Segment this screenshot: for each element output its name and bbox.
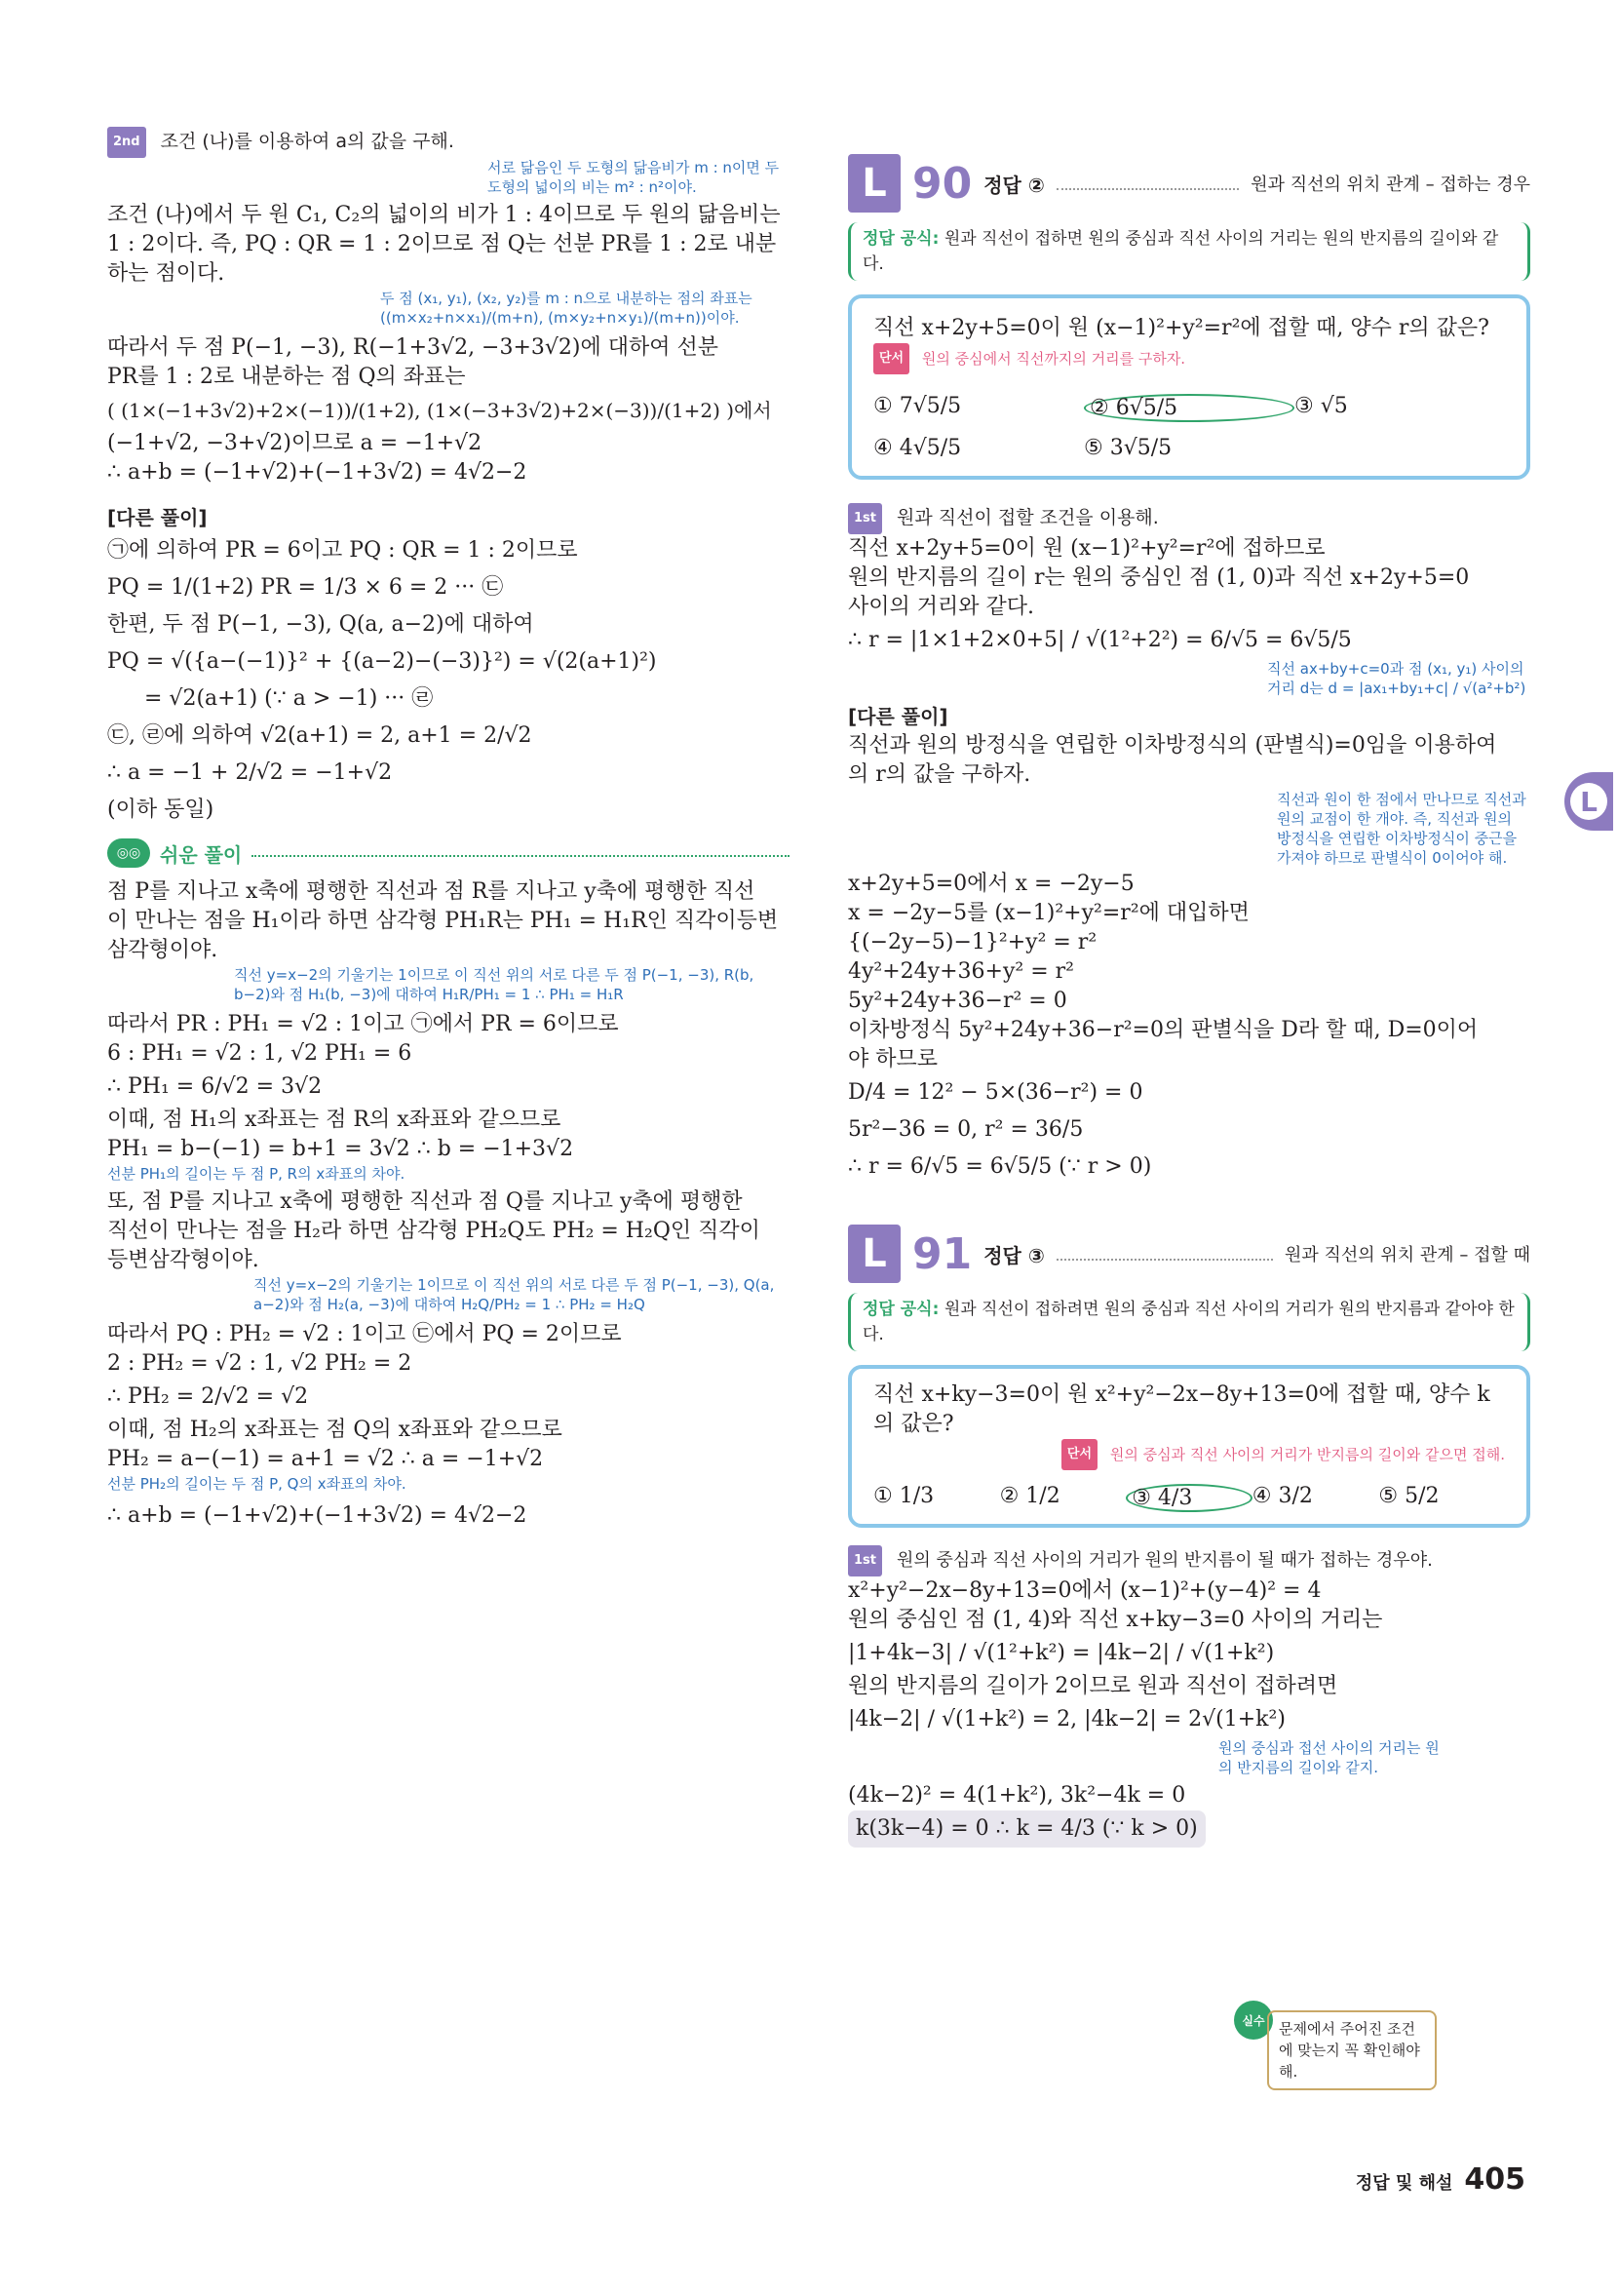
easy-line: 이때, 점 H₂의 x좌표는 점 Q의 x좌표와 같으므로: [107, 1418, 562, 1442]
step2-heading: [107, 127, 790, 158]
glasses-icon: ◎◎: [107, 838, 150, 868]
easy-line: 이 만나는 점을 H₁이라 하면 삼각형 PH₁R는 PH₁ = H₁R인 직각이등변: [107, 909, 779, 933]
alt-line: 직선과 원의 방정식을 연립한 이차방정식의 (판별식)=0임을 이용하여: [848, 733, 1497, 758]
easy-line: ∴ PH₂ = 2/√2 = √2: [107, 1384, 309, 1409]
choice-4[interactable]: ④ 3/2: [1252, 1484, 1313, 1508]
alt-line: 한편, 두 점 P(−1, −3), Q(a, a−2)에 대하여: [107, 612, 534, 637]
section-side-tab: [1564, 772, 1613, 831]
side-tab-letter: L: [1570, 783, 1607, 820]
solution-line: 원의 반지름의 길이가 2이므로 원과 직선이 접하려면: [848, 1674, 1338, 1698]
hint: [873, 1439, 1505, 1470]
solution-line: 1 : 2이다. 즉, PQ : QR = 1 : 2이므로 점 Q는 선분 PR를 1 : 2로 내분: [107, 232, 777, 256]
problem-letter-badge: L: [848, 1225, 901, 1283]
solution-line: 사이의 거리와 같다.: [848, 595, 1034, 619]
similarity-note: 서로 닮음인 두 도형의 닮음비가 m : n이면 두 도형의 넓이의 비는 m² : n²이야.: [487, 159, 780, 196]
alt-line: {(−2y−5)−1}²+y² = r²: [848, 930, 1098, 954]
easy-line: ∴ PH₁ = 6/√2 = 3√2: [107, 1074, 323, 1099]
slope-note-2: 직선 y=x−2의 기울기는 1이므로 이 직선 위의 서로 다른 두 점 P(−1, −3), Q(a, a−2)와 점 H₂(a, −3)에 대하여 H₂Q/PH₂ = 1 ∴ PH₂ = H₂Q: [253, 1276, 775, 1313]
footer-label: 정답 및 해설: [1355, 2173, 1453, 2194]
problem-topic: 원과 직선의 위치 관계 – 접하는 경우: [1251, 175, 1530, 195]
alt-line: 5r²−36 = 0, r² = 36/5: [848, 1117, 1084, 1142]
internal-division-note: 두 점 (x₁, y₁), (x₂, y₂)를 m : n으로 내분하는 점의 좌표는 ((m×x₂+n×x₁)/(m+n), (m×y₂+n×y₁)/(m+n))이야.: [380, 290, 752, 327]
alt-line: 의 r의 값을 구하자.: [848, 762, 1031, 787]
formula-text: 원과 직선이 접하면 원의 중심과 직선 사이의 거리는 원의 반지름의 길이와 같다.: [863, 229, 1499, 274]
slope-note-1: 직선 y=x−2의 기울기는 1이므로 이 직선 위의 서로 다른 두 점 P(−1, −3), R(b, b−2)와 점 H₁(b, −3)에 대하여 H₁R/PH₁ = 1 ∴ PH₁ = H₁R: [234, 966, 754, 1003]
step1-tag: 1st: [848, 503, 882, 534]
problem-number: 90: [912, 158, 973, 209]
solution-line: |1+4k−3| / √(1²+k²) = |4k−2| / √(1+k²): [848, 1641, 1275, 1665]
easy-line: 점 P를 지나고 x축에 평행한 직선과 점 R를 지나고 y축에 평행한 직선: [107, 879, 755, 904]
easy-line: 등변삼각형이야.: [107, 1248, 259, 1272]
alt-line: 5y²+24y+36−r² = 0: [848, 989, 1067, 1013]
alt-line: 야 하므로: [848, 1047, 939, 1071]
choice-2[interactable]: ② 6√5/5: [1084, 394, 1294, 422]
easy-line: 삼각형이야.: [107, 938, 218, 962]
alt-line: ㉢, ㉣에 의하여 √2(a+1) = 2, a+1 = 2/√2: [107, 723, 532, 748]
alt-line: (이하 동일): [107, 798, 214, 822]
answer-formula: [848, 1293, 1530, 1351]
choice-1[interactable]: ① 7√5/5: [873, 394, 962, 418]
choice-2[interactable]: ② 1/2: [999, 1484, 1060, 1508]
problem-90-header: [848, 154, 1530, 213]
formula-text: 원과 직선이 접하려면 원의 중심과 직선 사이의 거리가 원의 반지름과 같아야 한다.: [863, 1300, 1515, 1344]
formula-label: 정답 공식:: [863, 1300, 940, 1319]
page-number: 405: [1464, 2162, 1525, 2197]
solution-line: 조건 (나)에서 두 원 C₁, C₂의 넓이의 비가 1 : 4이므로 두 원의 닮음비는: [107, 203, 781, 227]
problem-91-header: [848, 1225, 1530, 1283]
solution-line: ( (1×(−1+3√2)+2×(−1))/(1+2), (1×(−3+3√2)+2×(−3))/(1+2) )에서: [107, 399, 772, 422]
solution-line: ∴ r = |1×1+2×0+5| / √(1²+2²) = 6/√5 = 6√5/5: [848, 628, 1352, 652]
length-note-1: 선분 PH₁의 길이는 두 점 P, R의 x좌표의 차야.: [107, 1165, 405, 1183]
easy-solution-header: [107, 838, 790, 868]
solution-line: PR를 1 : 2로 내분하는 점 Q의 좌표는: [107, 365, 466, 389]
choice-3[interactable]: ③ 4/3: [1126, 1484, 1252, 1512]
step1-heading: [848, 503, 1530, 534]
alt-line: x+2y+5=0에서 x = −2y−5: [848, 872, 1135, 896]
answer-choices: [873, 1484, 1505, 1512]
problem-90-box: [848, 294, 1530, 480]
wave-divider: [251, 849, 790, 857]
step1-heading: [848, 1545, 1530, 1576]
solution-line: 원의 반지름의 길이 r는 원의 중심인 점 (1, 0)과 직선 x+2y+5=0: [848, 565, 1470, 590]
solution-line: (4k−2)² = 4(1+k²), 3k²−4k = 0: [848, 1783, 1186, 1808]
answer-label: 정답 ②: [983, 173, 1045, 197]
answer-label: 정답 ③: [983, 1243, 1045, 1267]
choice-5[interactable]: ⑤ 3√5/5: [1084, 436, 1173, 460]
choice-4[interactable]: ④ 4√5/5: [873, 436, 962, 460]
solution-line: 직선 x+2y+5=0이 원 (x−1)²+y²=r²에 접하므로: [848, 536, 1326, 561]
solution-line: |4k−2| / √(1+k²) = 2, |4k−2| = 2√(1+k²): [848, 1707, 1286, 1732]
problem-letter-badge: L: [848, 154, 901, 213]
solution-line: [848, 1810, 1530, 1848]
page-footer: [1356, 2162, 1525, 2197]
discriminant-note: 직선과 원이 한 점에서 만나므로 직선과 원의 교점이 한 개야. 즉, 직선과 원의 방정식을 연립한 이차방정식이 중근을 가져야 하므로 판별식이 0이어야 해.: [1277, 791, 1526, 867]
solution-line: x²+y²−2x−8y+13=0에서 (x−1)²+(y−4)² = 4: [848, 1578, 1322, 1603]
question-text: 직선 x+2y+5=0이 원 (x−1)²+y²=r²에 접할 때, 양수 r의 값은?: [873, 316, 1489, 340]
hint-tag: 단서: [1061, 1439, 1098, 1470]
hint: [873, 343, 1505, 374]
alt-line: ㉠에 의하여 PR = 6이고 PQ : QR = 1 : 2이므로: [107, 538, 578, 563]
problem-topic: 원과 직선의 위치 관계 – 접할 때: [1285, 1245, 1530, 1265]
easy-line: 따라서 PQ : PH₂ = √2 : 1이고 ㉢에서 PQ = 2이므로: [107, 1322, 622, 1346]
solution-line: 하는 점이다.: [107, 261, 225, 286]
answer-formula: [848, 222, 1530, 281]
alt-solution-title: [다른 풀이]: [107, 506, 208, 529]
alt-line: ∴ r = 6/√5 = 6√5/5 (∵ r > 0): [848, 1154, 1152, 1179]
step1-tag: 1st: [848, 1545, 882, 1576]
alt-line: 4y²+24y+36+y² = r²: [848, 959, 1074, 984]
easy-final-line: ∴ a+b = (−1+√2)+(−1+3√2) = 4√2−2: [107, 1503, 527, 1528]
solution-line: 원의 중심인 점 (1, 4)와 직선 x+ky−3=0 사이의 거리는: [848, 1608, 1383, 1632]
formula-label: 정답 공식:: [863, 229, 940, 249]
answer-choices: [873, 394, 1505, 460]
problem-91-box: [848, 1365, 1530, 1528]
dotted-leader: [1057, 176, 1239, 190]
alt-line: 이차방정식 5y²+24y+36−r²=0의 판별식을 D라 할 때, D=0이어: [848, 1018, 1479, 1042]
easy-solution-title: 쉬운 풀이: [160, 842, 243, 867]
step2-title: 조건 (나)를 이용하여 a의 값을 구해.: [160, 131, 454, 152]
choice-5[interactable]: ⑤ 5/2: [1378, 1484, 1440, 1508]
easy-line: PH₁ = b−(−1) = b+1 = 3√2 ∴ b = −1+3√2: [107, 1137, 574, 1161]
right-column: [848, 154, 1530, 1848]
problem-number: 91: [912, 1228, 973, 1279]
tangent-distance-note: 원의 중심과 접선 사이의 거리는 원의 반지름의 길이와 같지.: [1218, 1739, 1440, 1776]
alt-line: x = −2y−5를 (x−1)²+y²=r²에 대입하면: [848, 901, 1250, 925]
question-text: 직선 x+ky−3=0이 원 x²+y²−2x−8y+13=0에 접할 때, 양수 k의 값은?: [873, 1382, 1490, 1436]
choice-1[interactable]: ① 1/3: [873, 1484, 935, 1508]
mistake-warning-icon: 실수: [1234, 2001, 1273, 2040]
choice-3[interactable]: ③ √5: [1294, 394, 1348, 418]
alt-line: PQ = 1/(1+2) PR = 1/3 × 6 = 2 ··· ㉢: [107, 575, 504, 600]
alt-line: PQ = √({a−(−1)}² + {(a−2)−(−3)}²) = √(2(a+1)²): [107, 649, 657, 674]
easy-line: 따라서 PR : PH₁ = √2 : 1이고 ㉠에서 PR = 6이므로: [107, 1012, 619, 1036]
alt-solution-title: [다른 풀이]: [848, 705, 948, 728]
solution-line: ∴ a+b = (−1+√2)+(−1+3√2) = 4√2−2: [107, 460, 527, 485]
alt-line: D/4 = 12² − 5×(36−r²) = 0: [848, 1080, 1143, 1105]
hint-text: 원의 중심에서 직선까지의 거리를 구하자.: [921, 350, 1186, 368]
solution-line: (−1+√2, −3+√2)이므로 a = −1+√2: [107, 431, 482, 455]
step1-title: 원의 중심과 직선 사이의 거리가 원의 반지름이 될 때가 접하는 경우야.: [897, 1550, 1433, 1571]
mistake-warning-box: 문제에서 주어진 조건에 맞는지 꼭 확인해야 해.: [1267, 2010, 1437, 2090]
alt-line: = √2(a+1) (∵ a > −1) ··· ㉣: [144, 686, 434, 711]
step2-tag: 2nd: [107, 127, 146, 158]
easy-line: 직선이 만나는 점을 H₂라 하면 삼각형 PH₂Q도 PH₂ = H₂Q인 직각이: [107, 1219, 760, 1243]
hint-tag: 단서: [873, 343, 909, 374]
dotted-leader: [1057, 1247, 1273, 1261]
easy-line: 6 : PH₁ = √2 : 1, √2 PH₁ = 6: [107, 1041, 412, 1066]
easy-line: PH₂ = a−(−1) = a+1 = √2 ∴ a = −1+√2: [107, 1447, 544, 1471]
step1-title: 원과 직선이 접할 조건을 이용해.: [897, 507, 1159, 528]
easy-line: 또, 점 P를 지나고 x축에 평행한 직선과 점 Q를 지나고 y축에 평행한: [107, 1189, 743, 1214]
left-column: [107, 127, 790, 1535]
alt-line: ∴ a = −1 + 2/√2 = −1+√2: [107, 760, 393, 785]
solution-line: 따라서 두 점 P(−1, −3), R(−1+3√2, −3+3√2)에 대하여 선분: [107, 335, 719, 360]
length-note-2: 선분 PH₂의 길이는 두 점 P, Q의 x좌표의 차야.: [107, 1475, 406, 1493]
easy-line: 이때, 점 H₁의 x좌표는 점 R의 x좌표와 같으므로: [107, 1108, 561, 1132]
easy-line: 2 : PH₂ = √2 : 1, √2 PH₂ = 2: [107, 1351, 412, 1376]
distance-formula-note: 직선 ax+by+c=0과 점 (x₁, y₁) 사이의 거리 d는 d = |ax₁+by₁+c| / √(a²+b²): [1267, 660, 1526, 697]
hint-text: 원의 중심과 직선 사이의 거리가 반지름의 길이와 같으면 접해.: [1109, 1446, 1505, 1463]
final-answer-highlight: k(3k−4) = 0 ∴ k = 4/3 (∵ k > 0): [848, 1810, 1206, 1848]
